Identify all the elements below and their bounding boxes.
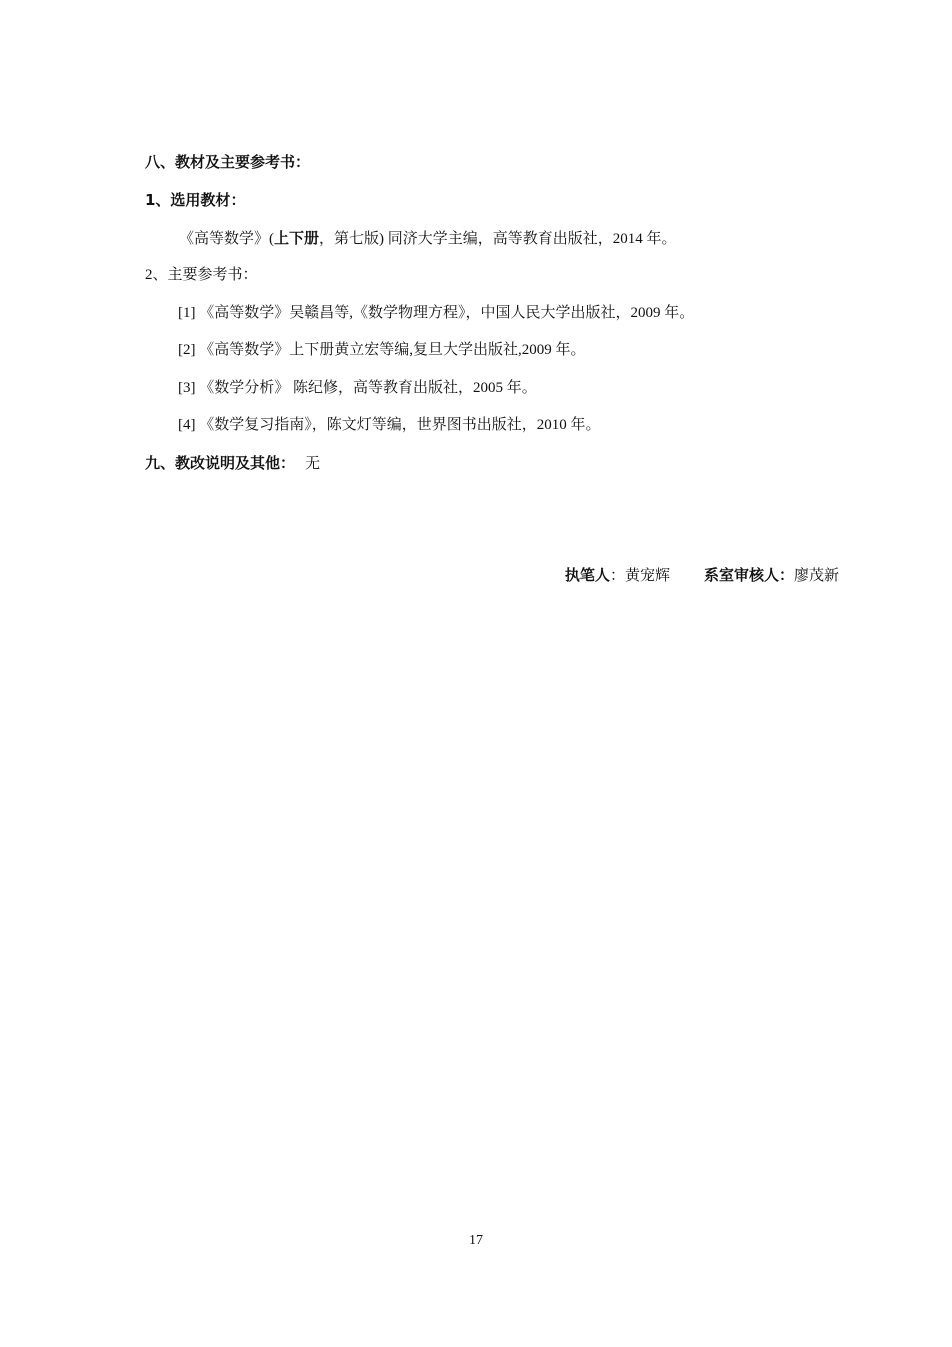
main-references-heading: 2、主要参考书：: [145, 267, 258, 283]
selected-textbook-heading: 1、选用教材：: [145, 191, 246, 209]
textbook-entry: [179, 228, 677, 249]
textbook-title: 《高等数学》: [179, 231, 270, 247]
section-9-value: 无: [305, 456, 321, 472]
reference-item-3: [3] 《数学分析》 陈纪修，高等教育出版社，2005 年。: [178, 380, 537, 396]
signature-line: [565, 565, 839, 586]
textbook-volume: 上下册: [274, 229, 320, 247]
textbook-edition: ，第七版): [319, 231, 385, 247]
reference-item-2: [2] 《高等数学》上下册黄立宏等编,复旦大学出版社,2009 年。: [178, 342, 586, 358]
textbook-publisher: 同济大学主编，高等教育出版社，2014 年。: [384, 231, 677, 247]
reviewer-label: 系室审核人：: [703, 566, 794, 584]
reviewer-name: 廖茂新: [793, 568, 839, 584]
section-9-heading: 九、教改说明及其他：: [145, 454, 296, 472]
author-separator: ：: [609, 568, 625, 584]
author-name: 黄宠辉: [624, 568, 670, 584]
section-9-row: [145, 453, 320, 474]
page-number: 17: [469, 1233, 483, 1248]
reference-item-4: [4] 《数学复习指南》，陈文灯等编，世界图书出版社，2010 年。: [178, 417, 601, 433]
section-8-heading: 八、教材及主要参考书：: [145, 153, 311, 171]
reference-item-1: [1] 《高等数学》吴赣昌等,《数学物理方程》，中国人民大学出版社，2009 年。: [178, 305, 695, 321]
textbook-open-paren: (: [269, 231, 275, 247]
author-label: 执笔人: [564, 566, 610, 584]
